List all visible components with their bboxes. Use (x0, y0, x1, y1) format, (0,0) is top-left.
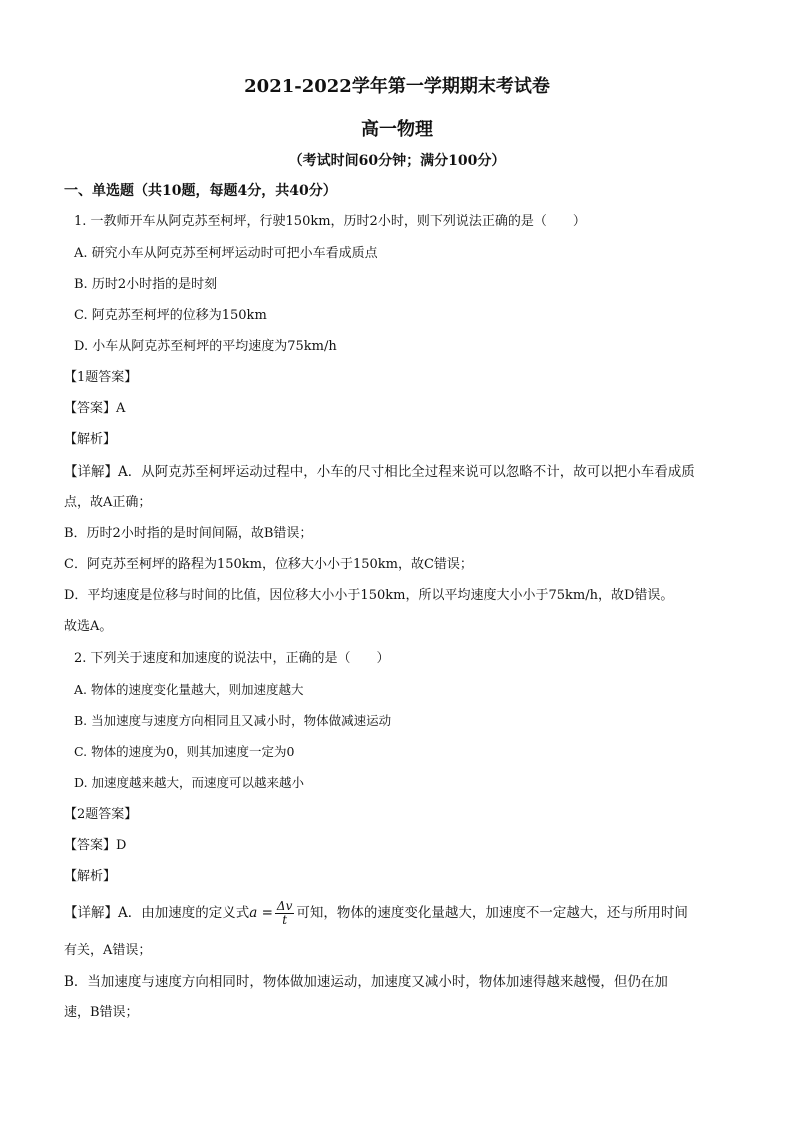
q2-stem: 2. 下列关于速度和加速度的说法中，正确的是（ ） (74, 651, 390, 666)
q2-detail-b-line1: B．当加速度与速度方向相同时，物体做加速运动，加速度又减小时，物体加速得越来越慢，但仍在加 (64, 974, 668, 990)
q1-option-b: B. 历时2小时指的是时刻 (74, 277, 218, 292)
q1-conclusion: 故选A。 (64, 619, 113, 634)
q2-option-d: D. 加速度越来越大，而速度可以越来越小 (74, 775, 305, 790)
q2-detail-a-post: 可知，物体的速度变化量越大，加速度不一定越大，还与所用时间 (296, 905, 688, 921)
q1-stem: 1. 一教师开车从阿克苏至柯坪，行驶150km，历时2小时，则下列说法正确的是（ ） (74, 214, 586, 229)
q2-option-c: C. 物体的速度为0，则其加速度一定为0 (74, 744, 295, 759)
q2-detail-a-pre: 【详解】A．由加速度的定义式 (64, 905, 250, 921)
q1-detail-b: B．历时2小时指的是时间间隔，故B错误； (64, 526, 313, 541)
q1-answer-tag: 【1题答案】 (64, 370, 138, 385)
exam-info: （考试时间60分钟；满分100分） (288, 153, 506, 169)
q2-answer-tag: 【2题答案】 (64, 807, 138, 822)
acceleration-formula (275, 900, 294, 927)
exam-title: 2021-2022学年第一学期期末考试卷 (244, 76, 550, 97)
q1-option-c: C. 阿克苏至柯坪的位移为150km (74, 308, 267, 323)
q1-detail-d: D．平均速度是位移与时间的比值，因位移大小小于150km，所以平均速度大小小于75km/h，故D错误。 (64, 588, 674, 603)
q1-option-d: D. 小车从阿克苏至柯坪的平均速度为75km/h (74, 339, 337, 354)
q1-detail-line2: 点，故A正确； (64, 495, 152, 510)
q1-option-a: A. 研究小车从阿克苏至柯坪运动时可把小车看成质点 (74, 246, 378, 261)
subject-title: 高一物理 (361, 119, 433, 140)
q1-analysis-tag: 【解析】 (64, 432, 117, 447)
q2-option-b: B. 当加速度与速度方向相同且又减小时，物体做减速运动 (74, 713, 392, 728)
formula-lhs: a = (249, 905, 273, 921)
q2-answer: 【答案】D (64, 838, 127, 853)
q2-detail-a-line2: 有关，A错误； (64, 943, 152, 958)
q2-detail-b-line2: 速，B错误； (64, 1005, 139, 1020)
formula-denominator: t (282, 913, 288, 927)
q2-analysis-tag: 【解析】 (64, 869, 117, 884)
q1-detail-line1: 【详解】A．从阿克苏至柯坪运动过程中，小车的尺寸相比全过程来说可以忽略不计，故可以把小车看成质 (64, 464, 695, 480)
q1-answer: 【答案】A (64, 401, 126, 416)
q2-option-a: A. 物体的速度变化量越大，则加速度越大 (74, 682, 304, 697)
q1-detail-c: C．阿克苏至柯坪的路程为150km，位移大小小于150km，故C错误； (64, 557, 473, 572)
q2-detail-a (64, 895, 688, 931)
section-heading: 一、单选题（共10题，每题4分，共40分） (64, 183, 337, 199)
formula-numerator: Δv (276, 899, 293, 913)
